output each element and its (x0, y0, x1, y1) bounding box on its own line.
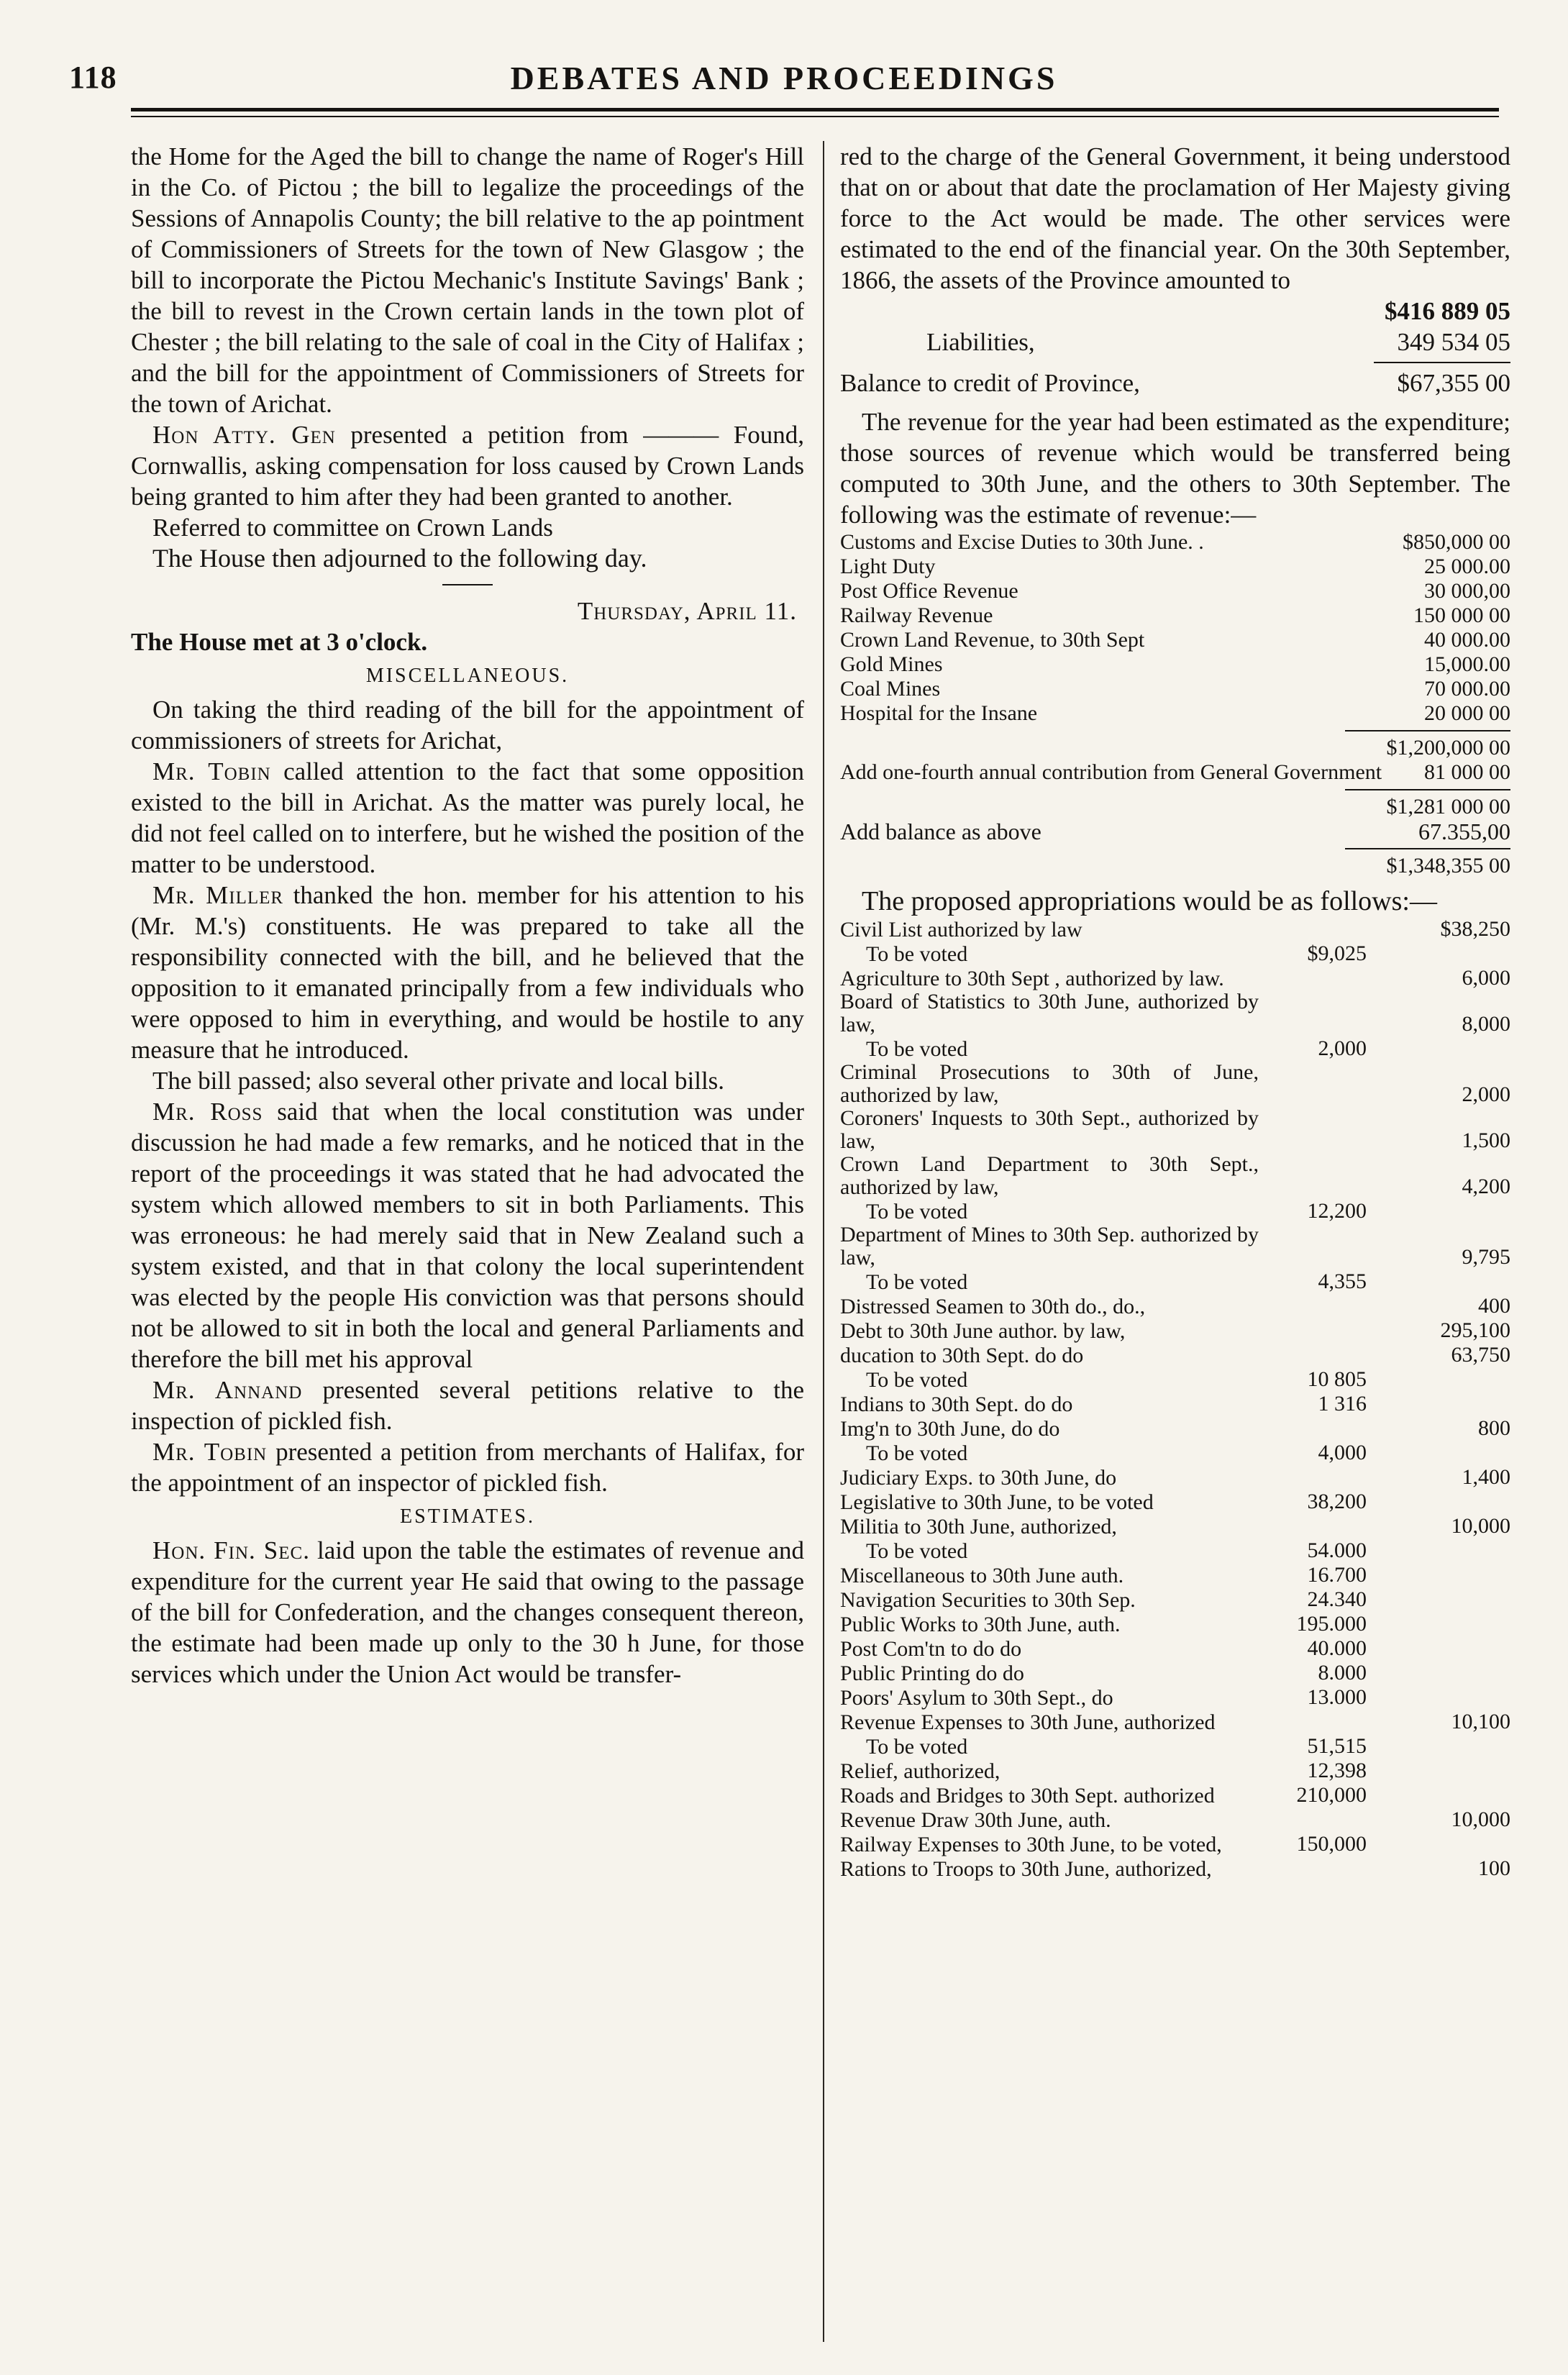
appropriation-label: Civil List authorized by law (840, 918, 1082, 942)
appropriation-voted: 1 316 (1318, 1392, 1367, 1416)
appropriation-authorized: 6,000 (1462, 966, 1510, 990)
appropriation-row (840, 1061, 1510, 1107)
paragraph: The proposed appropriations would be as follows:— (862, 886, 1437, 916)
appropriation-label: To be voted (866, 943, 968, 966)
appropriation-row (840, 1199, 1510, 1223)
appropriation-label: Revenue Expenses to 30th June, authorized (840, 1711, 1216, 1734)
speaker-name: Mr. Tobin (152, 1438, 268, 1466)
appropriation-label: Militia to 30th June, authorized, (840, 1515, 1117, 1538)
sum-rule (1374, 362, 1510, 363)
contribution-amount: 81 000 00 (1424, 760, 1510, 784)
appropriation-voted: 51,515 (1307, 1734, 1367, 1758)
appropriation-voted: 12,398 (1307, 1759, 1367, 1782)
appropriation-authorized: 1,500 (1462, 1129, 1510, 1152)
sitting-date: Thursday, April 11. (577, 597, 797, 625)
appropriation-row (840, 1465, 1510, 1490)
appropriation-label: Crown Land Department to 30th Sept., authorized by law, (840, 1153, 1259, 1199)
appropriation-authorized: 8,000 (1462, 1012, 1510, 1036)
paragraph: Hon Atty. Gen presented a petition from ——— Found, Cornwallis, asking compensation for loss caused by Crown Lands being granted to him after they had been granted to another. (131, 421, 804, 511)
liabilities-row (840, 327, 1510, 357)
appropriation-authorized: 9,795 (1462, 1245, 1510, 1269)
appropriation-label: Indians to 30th Sept. do do (840, 1393, 1073, 1416)
appropriation-label: To be voted (866, 1038, 968, 1061)
revenue-amount: 40 000.00 (1424, 628, 1510, 652)
revenue-label: Gold Mines (840, 652, 943, 676)
speaker-name: Hon Atty. Gen (152, 421, 336, 449)
paragraph: The revenue for the year had been estimated as the expenditure; those sources of revenue which would be transferred being computed to 30th June, and the others to 30th September. The following was the estimate of revenue:— (840, 408, 1510, 529)
appropriation-row (840, 990, 1510, 1036)
appropriation-row (840, 1416, 1510, 1441)
appropriation-row (840, 1661, 1510, 1685)
appropriation-label: Miscellaneous to 30th June auth. (840, 1564, 1124, 1587)
sitting-opening: The House met at 3 o'clock. (131, 628, 428, 656)
appropriation-label: Navigation Securities to 30th Sep. (840, 1589, 1136, 1612)
appropriation-voted: 4,000 (1318, 1441, 1367, 1464)
appropriation-authorized: 100 (1478, 1856, 1510, 1880)
revenue-label: Hospital for the Insane (840, 701, 1038, 725)
revenue-label: Light Duty (840, 555, 936, 578)
revenue-row (840, 555, 1510, 579)
appropriation-voted: 2,000 (1318, 1036, 1367, 1060)
appropriation-row (840, 1367, 1510, 1392)
appropriation-label: Agriculture to 30th Sept , authorized by law. (840, 967, 1224, 990)
appropriation-row (840, 1153, 1510, 1199)
appropriation-row (840, 1107, 1510, 1153)
speaker-name: Mr. Ross (152, 1098, 263, 1126)
appropriation-label: ducation to 30th Sept. do do (840, 1344, 1084, 1367)
appropriation-voted: 8.000 (1318, 1661, 1367, 1685)
subtotal-row (840, 795, 1510, 819)
appropriation-row (840, 942, 1510, 966)
appropriation-row (840, 1710, 1510, 1734)
paragraph: Referred to committee on Crown Lands (152, 514, 553, 542)
paragraph: Hon. Fin. Sec. laid upon the table the estimates of revenue and expenditure for the current year He said that owing to the passage of the bill for Confederation, and the changes consequent thereon, the estimate had been made up only to the 30 h June, for those services which under the Union Act would be transfer- (131, 1536, 805, 1688)
appropriations-table (840, 917, 1510, 1881)
appropriation-authorized: 800 (1478, 1416, 1510, 1440)
appropriation-label: Poors' Asylum to 30th Sept., do (840, 1687, 1113, 1710)
assets-amount: $416 889 05 (1385, 297, 1510, 325)
revenue-table (840, 530, 1510, 726)
subtotal: $1,281 000 00 (1386, 795, 1510, 819)
revenue-label: Post Office Revenue (840, 579, 1018, 603)
appropriation-row (840, 1759, 1510, 1783)
balance-row (840, 368, 1510, 399)
appropriation-label: To be voted (866, 1200, 968, 1223)
left-column (131, 141, 804, 1690)
appropriation-row (840, 1294, 1510, 1318)
appropriation-row (840, 1036, 1510, 1061)
appropriation-row (840, 1734, 1510, 1759)
revenue-row (840, 677, 1510, 701)
paragraph: On taking the third reading of the bill for the appointment of commissioners of streets for Arichat, (131, 696, 804, 755)
appropriation-label: Public Printing do do (840, 1662, 1024, 1685)
paragraph: Mr. Tobin presented a petition from merchants of Halifax, for the appointment of an inspector of pickled fish. (131, 1438, 804, 1497)
appropriation-label: Railway Expenses to 30th June, to be voted, (840, 1833, 1222, 1856)
appropriation-row (840, 1490, 1510, 1514)
appropriation-label: Relief, authorized, (840, 1760, 1000, 1783)
appropriation-label: Post Com'tn to do do (840, 1638, 1022, 1661)
right-column (840, 141, 1510, 1881)
appropriation-label: Distressed Seamen to 30th do., do., (840, 1295, 1146, 1318)
paragraph: the Home for the Aged the bill to change the name of Roger's Hill in the Co. of Pictou ; the bill to legalize the proceedings of the Sessions of Annapolis County; the bill relative to the ap pointment of Commissioners of Streets for the town of New Glasgow ; the bill to incorporate the Pictou Mechanic's Institute Savings' Bank ; the bill to revest in the Crown certain lands in the town plot of Chester ; the bill relating to the sale of coal in the City of Halifax ; and the bill for the appointment of Commissioners of Streets for the town of Arichat. (131, 142, 804, 418)
appropriation-label: Debt to 30th June author. by law, (840, 1320, 1126, 1343)
appropriation-label: To be voted (866, 1271, 968, 1294)
appropriation-row (840, 1343, 1510, 1367)
contribution-label: Add one-fourth annual contribution from General Government (840, 760, 1382, 784)
appropriation-authorized: 400 (1478, 1294, 1510, 1318)
appropriation-label: To be voted (866, 1540, 968, 1563)
appropriation-row (840, 1783, 1510, 1808)
revenue-amount: 20 000 00 (1424, 701, 1510, 725)
appropriation-label: Department of Mines to 30th Sep. authorized by law, (840, 1223, 1259, 1269)
revenue-row (840, 530, 1510, 555)
revenue-row (840, 652, 1510, 677)
appropriation-row (840, 1392, 1510, 1416)
appropriation-row (840, 1832, 1510, 1856)
appropriation-voted: 16.700 (1307, 1563, 1367, 1587)
revenue-amount: 25 000.00 (1424, 555, 1510, 578)
revenue-row (840, 701, 1510, 726)
appropriation-voted: $9,025 (1307, 942, 1367, 965)
liabilities-amount: 349 534 05 (1397, 328, 1510, 356)
appropriation-voted: 13.000 (1307, 1685, 1367, 1709)
appropriation-authorized: 10,100 (1451, 1710, 1510, 1733)
paragraph: The bill passed; also several other private and local bills. (152, 1067, 725, 1095)
revenue-label: Coal Mines (840, 677, 941, 701)
appropriation-authorized: 10,000 (1451, 1514, 1510, 1538)
paragraph: Mr. Annand presented several petitions relative to the inspection of pickled fish. (131, 1376, 804, 1435)
sum-rule (1345, 730, 1510, 731)
appropriation-label: Roads and Bridges to 30th Sept. authorized (840, 1784, 1215, 1808)
appropriation-authorized: $38,250 (1440, 917, 1510, 941)
appropriation-authorized: 2,000 (1462, 1082, 1510, 1106)
grand-total: $1,348,355 00 (1386, 854, 1510, 877)
speaker-name: Hon. Fin. Sec. (152, 1536, 310, 1564)
appropriation-label: Img'n to 30th June, do do (840, 1418, 1060, 1441)
revenue-row (840, 628, 1510, 652)
revenue-amount: 70 000.00 (1424, 677, 1510, 701)
revenue-label: Customs and Excise Duties to 30th June. . (840, 530, 1204, 554)
column-divider (823, 141, 824, 2342)
paragraph: Mr. Ross said that when the local constitution was under discussion he had made a few remarks, and he noticed that in the report of the proceedings it was stated that he had advocated the system which allowed members to sit in both Parliaments. This was erroneous: he had merely said that in New Zealand such a system existed, and that in that colony the local superintendent was elected by the people His conviction was that persons should not be allowed to sit in both the local and general Parliaments and therefore the bill met his approval (131, 1098, 804, 1373)
appropriation-row (840, 1587, 1510, 1612)
speaker-name: Mr. Annand (152, 1376, 303, 1404)
paragraph: red to the charge of the General Government, it being understood that on or about that date the proclamation of Her Majesty giving force to the Act would be made. The other services were estimated to the end of the financial year. On the 30th September, 1866, the assets of the Province amounted to (840, 142, 1510, 294)
revenue-row (840, 603, 1510, 628)
appropriation-label: To be voted (866, 1442, 968, 1465)
appropriation-row (840, 1612, 1510, 1636)
appropriation-row (840, 1685, 1510, 1710)
contribution-row (840, 760, 1510, 785)
sum-rule (1345, 789, 1510, 790)
paragraph: The House then adjourned to the following day. (152, 544, 647, 573)
appropriation-row (840, 1538, 1510, 1563)
revenue-label: Crown Land Revenue, to 30th Sept (840, 628, 1145, 652)
appropriation-row (840, 1856, 1510, 1881)
appropriation-label: To be voted (866, 1736, 968, 1759)
running-title: DEBATES AND PROCEEDINGS (510, 60, 1058, 96)
divider (442, 584, 493, 585)
appropriation-authorized: 4,200 (1462, 1175, 1510, 1198)
speaker-name: Mr. Miller (152, 881, 284, 909)
appropriation-row (840, 1223, 1510, 1269)
sum-rule (1345, 848, 1510, 849)
appropriation-label: Coroners' Inquests to 30th Sept., authorized by law, (840, 1107, 1259, 1153)
appropriation-voted: 10 805 (1307, 1367, 1367, 1391)
balance-amount: $67,355 00 (1397, 369, 1510, 397)
appropriation-voted: 12,200 (1307, 1199, 1367, 1223)
add-balance-row (840, 819, 1510, 844)
appropriation-label: To be voted (866, 1369, 968, 1392)
appropriation-row (840, 1636, 1510, 1661)
appropriation-row (840, 917, 1510, 942)
appropriation-authorized: 63,750 (1451, 1343, 1510, 1367)
appropriation-authorized: 10,000 (1451, 1808, 1510, 1831)
appropriation-label: Revenue Draw 30th June, auth. (840, 1809, 1111, 1832)
revenue-amount: 30 000,00 (1424, 579, 1510, 603)
appropriation-voted: 195.000 (1296, 1612, 1367, 1636)
appropriation-voted: 150,000 (1296, 1832, 1367, 1856)
revenue-amount: 15,000.00 (1424, 652, 1510, 676)
appropriation-label: Public Works to 30th June, auth. (840, 1613, 1121, 1636)
liabilities-label: Liabilities, (926, 328, 1035, 356)
section-heading: ESTIMATES. (400, 1505, 535, 1528)
appropriation-label: Board of Statistics to 30th June, authorized by law, (840, 990, 1259, 1036)
appropriation-row (840, 1269, 1510, 1294)
appropriation-voted: 54.000 (1307, 1538, 1367, 1562)
grand-total-row (840, 854, 1510, 878)
add-balance-label: Add balance as above (840, 819, 1041, 844)
header-rule (131, 108, 1499, 117)
paragraph: Mr. Tobin called attention to the fact that some opposition existed to the bill in Arichat. As the matter was purely local, he did not feel called on to interfere, but he wished the position of the matter to be understood. (131, 757, 805, 878)
speaker-name: Mr. Tobin (152, 757, 271, 785)
paragraph: Mr. Miller thanked the hon. member for his attention to his (Mr. M.'s) constituents. He was prepared to take all the responsibility connected with the bill, and he believed that the opposition to it emanated principally from a few individuals who were opposed to him in everything, and would be hostile to any measure that he introduced. (131, 881, 805, 1064)
appropriation-voted: 40.000 (1307, 1636, 1367, 1660)
appropriation-row (840, 1318, 1510, 1343)
balance-label: Balance to credit of Province, (840, 369, 1140, 397)
revenue-amount: 150 000 00 (1413, 603, 1510, 627)
appropriation-row (840, 1563, 1510, 1587)
assets-row (840, 296, 1510, 327)
appropriation-voted: 210,000 (1296, 1783, 1367, 1807)
revenue-row (840, 579, 1510, 603)
add-balance-amount: 67.355,00 (1418, 819, 1510, 844)
appropriation-label: Legislative to 30th June, to be voted (840, 1491, 1154, 1514)
appropriation-authorized: 295,100 (1440, 1318, 1510, 1342)
appropriation-label: Rations to Troops to 30th June, authorized, (840, 1858, 1212, 1881)
appropriation-row (840, 1441, 1510, 1465)
appropriation-row (840, 1514, 1510, 1538)
appropriation-row (840, 966, 1510, 990)
appropriation-voted: 38,200 (1307, 1490, 1367, 1513)
appropriation-authorized: 1,400 (1462, 1465, 1510, 1489)
appropriation-voted: 4,355 (1318, 1269, 1367, 1293)
revenue-total-row (840, 736, 1510, 760)
revenue-total: $1,200,000 00 (1386, 736, 1510, 760)
appropriation-label: Criminal Prosecutions to 30th of June, authorized by law, (840, 1061, 1259, 1107)
appropriation-row (840, 1808, 1510, 1832)
revenue-amount: $850,000 00 (1403, 530, 1510, 554)
revenue-label: Railway Revenue (840, 603, 993, 627)
section-heading: MISCELLANEOUS. (365, 665, 570, 687)
page-number: 118 (69, 60, 117, 95)
appropriation-label: Judiciary Exps. to 30th June, do (840, 1467, 1117, 1490)
page-header (69, 59, 1499, 102)
appropriation-voted: 24.340 (1307, 1587, 1367, 1611)
